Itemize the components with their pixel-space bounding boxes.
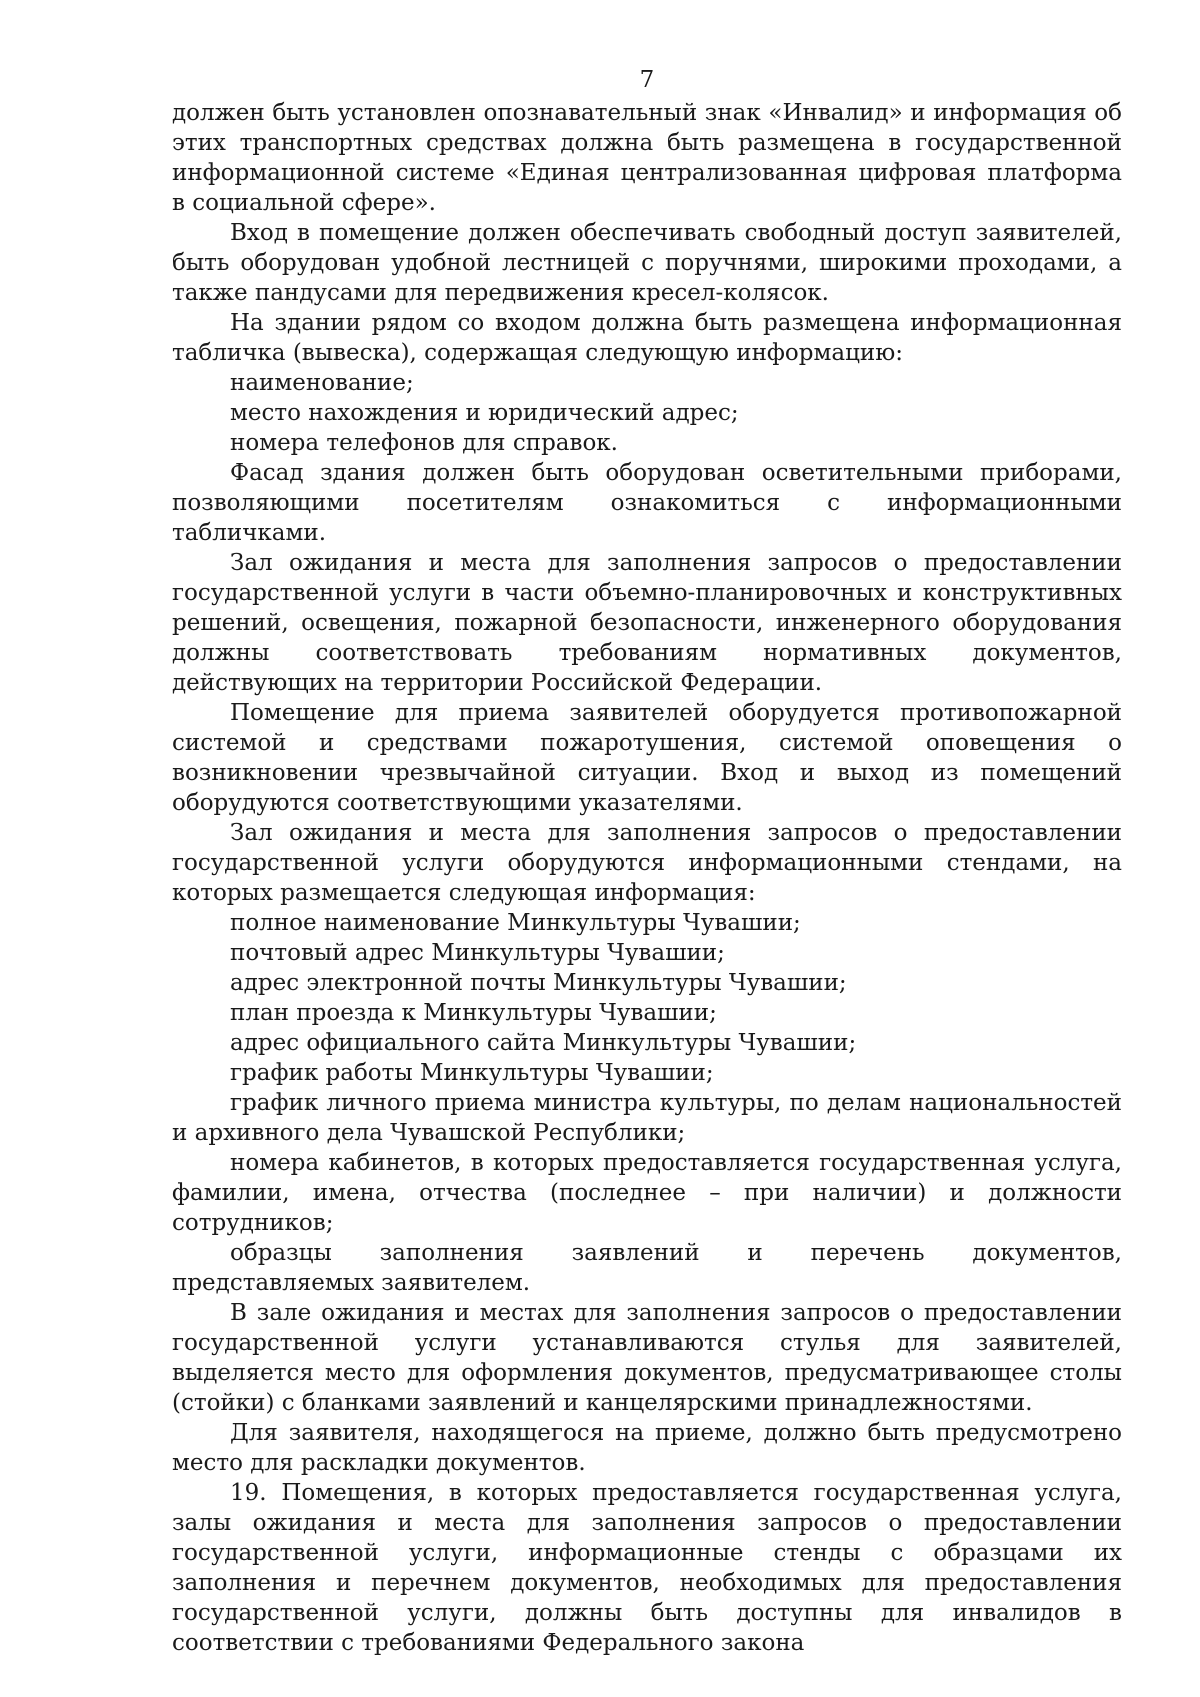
page-number: 7	[639, 67, 655, 93]
paragraph-document-space: Для заявителя, находящегося на приеме, должно быть предусмотрено место для раскладки документов.	[172, 1420, 1122, 1476]
list-item: почтовый адрес Минкультуры Чувашии;	[230, 940, 725, 966]
list-item: образцы заполнения заявлений и перечень документов, представляемых заявителем.	[172, 1240, 1122, 1296]
paragraph-waiting-hall: Зал ожидания и места для заполнения запросов о предоставлении государственной услуги в части объемно-планировочных и конструктивных решений, освещения, пожарной безопасности, инженерного оборудования должны соответствовать требованиям нормативных документов, действующих на территории Российской Федерации.	[172, 550, 1122, 696]
paragraph-continuation: должен быть установлен опознавательный знак «Инвалид» и информация об этих транспортных средствах должна быть размещена в государственной информационной системе «Единая централизованная цифровая платформа в социальной сфере».	[172, 100, 1122, 216]
list-item: адрес электронной почты Минкультуры Чувашии;	[230, 970, 847, 996]
paragraph-info-stands: Зал ожидания и места для заполнения запросов о предоставлении государственной услуги оборудуются информационными стендами, на которых размещается следующая информация:	[172, 820, 1122, 906]
paragraph-signboard: На здании рядом со входом должна быть размещена информационная табличка (вывеска), содержащая следующую информацию:	[172, 310, 1122, 366]
paragraph-fire-safety: Помещение для приема заявителей оборудуется противопожарной системой и средствами пожаротушения, системой оповещения о возникновении чрезвычайной ситуации. Вход и выход из помещений оборудуются соответствующими указателями.	[172, 700, 1122, 816]
list-item: адрес официального сайта Минкультуры Чувашии;	[230, 1030, 857, 1056]
list-item: график работы Минкультуры Чувашии;	[230, 1060, 714, 1086]
list-item: план проезда к Минкультуры Чувашии;	[230, 1000, 717, 1026]
paragraph-seating: В зале ожидания и местах для заполнения запросов о предоставлении государственной услуги устанавливаются стулья для заявителей, выделяется место для оформления документов, предусматривающее столы (стойки) с бланками заявлений и канцелярскими принадлежностями.	[172, 1300, 1122, 1416]
list-item: наименование;	[230, 370, 414, 396]
list-item: номера кабинетов, в которых предоставляется государственная услуга, фамилии, имена, отчества (последнее – при наличии) и должности сотрудников;	[172, 1150, 1122, 1236]
list-item: график личного приема министра культуры, по делам национальностей и архивного дела Чувашской Республики;	[172, 1090, 1122, 1146]
list-item: номера телефонов для справок.	[230, 430, 618, 456]
paragraph-entrance: Вход в помещение должен обеспечивать свободный доступ заявителей, быть оборудован удобной лестницей с поручнями, широкими проходами, а также пандусами для передвижения кресел-колясок.	[172, 220, 1122, 306]
list-item: место нахождения и юридический адрес;	[230, 400, 739, 426]
document-page	[172, 62, 1122, 1658]
paragraph-facade: Фасад здания должен быть оборудован осветительными приборами, позволяющими посетителям ознакомиться с информационными табличками.	[172, 460, 1122, 546]
paragraph-item-19: 19. Помещения, в которых предоставляется государственная услуга, залы ожидания и места для заполнения запросов о предоставлении государственной услуги, информационные стенды с образцами их заполнения и перечнем документов, необходимых для предоставления государственной услуги, должны быть доступны для инвалидов в соответствии с требованиями Федерального закона	[172, 1480, 1122, 1656]
list-item: полное наименование Минкультуры Чувашии;	[230, 910, 801, 936]
